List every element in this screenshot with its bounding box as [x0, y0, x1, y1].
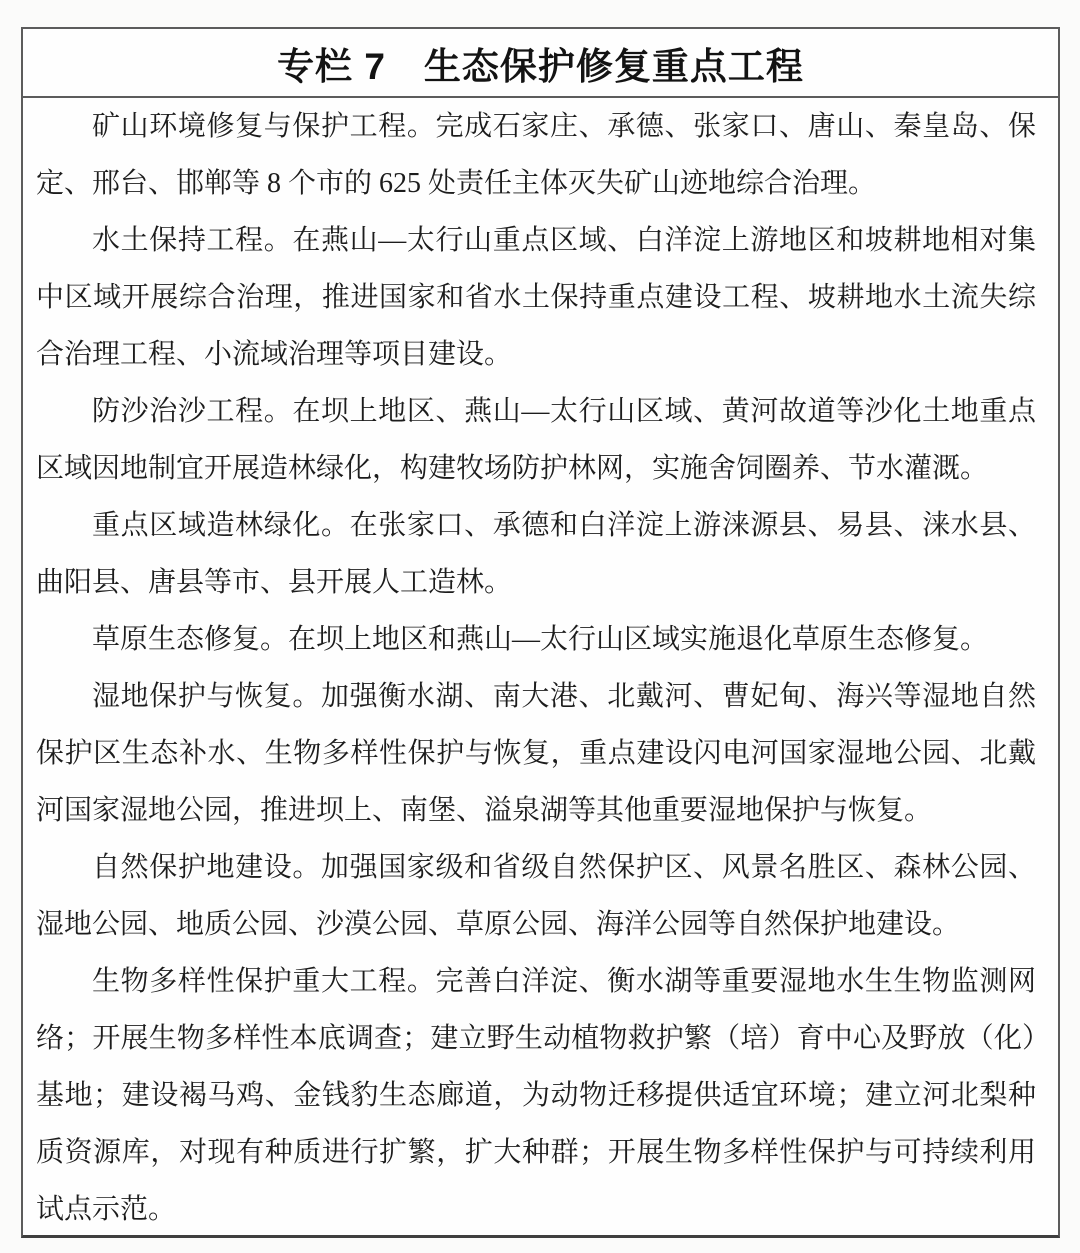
paragraph-grassland: 草原生态修复。在坝上地区和燕山—太行山区域实施退化草原生态修复。 — [92, 624, 989, 655]
feature-box — [21, 27, 1060, 1238]
box-body — [23, 98, 1058, 1238]
paragraph-afforestation: 重点区域造林绿化。在张家口、承德和白洋淀上游涞源县、易县、涞水县、曲阳县、唐县等市、县开展人工造林。 — [36, 510, 1036, 598]
paragraph-wetland: 湿地保护与恢复。加强衡水湖、南大港、北戴河、曹妃甸、海兴等湿地自然保护区生态补水、生物多样性保护与恢复，重点建设闪电河国家湿地公园、北戴河国家湿地公园，推进坝上、南堡、溢泉湖等其他重要湿地保护与恢复。 — [36, 681, 1036, 826]
paragraph-desertification: 防沙治沙工程。在坝上地区、燕山—太行山区域、黄河故道等沙化土地重点区域因地制宜开展造林绿化，构建牧场防护林网，实施舍饲圈养、节水灌溉。 — [36, 396, 1036, 484]
paragraph-soil-water: 水土保持工程。在燕山—太行山重点区域、白洋淀上游地区和坡耕地相对集中区域开展综合治理，推进国家和省水土保持重点建设工程、坡耕地水土流失综合治理工程、小流域治理等项目建设。 — [36, 225, 1036, 370]
box-title: 专栏 7 生态保护修复重点工程 — [23, 29, 1058, 98]
paragraph-protected-areas: 自然保护地建设。加强国家级和省级自然保护区、风景名胜区、森林公园、湿地公园、地质公园、沙漠公园、草原公园、海洋公园等自然保护地建设。 — [36, 852, 1036, 940]
paragraph-biodiversity: 生物多样性保护重大工程。完善白洋淀、衡水湖等重要湿地水生生物监测网络；开展生物多样性本底调查；建立野生动植物救护繁（培）育中心及野放（化）基地；建设褐马鸡、金钱豹生态廊道，为动物迁移提供适宜环境；建立河北梨种质资源库，对现有种质进行扩繁，扩大种群；开展生物多样性保护与可持续利用试点示范。 — [36, 966, 1036, 1225]
paragraph-mine-restoration: 矿山环境修复与保护工程。完成石家庄、承德、张家口、唐山、秦皇岛、保定、邢台、邯郸等 8 个市的 625 处责任主体灭失矿山迹地综合治理。 — [36, 111, 1036, 199]
